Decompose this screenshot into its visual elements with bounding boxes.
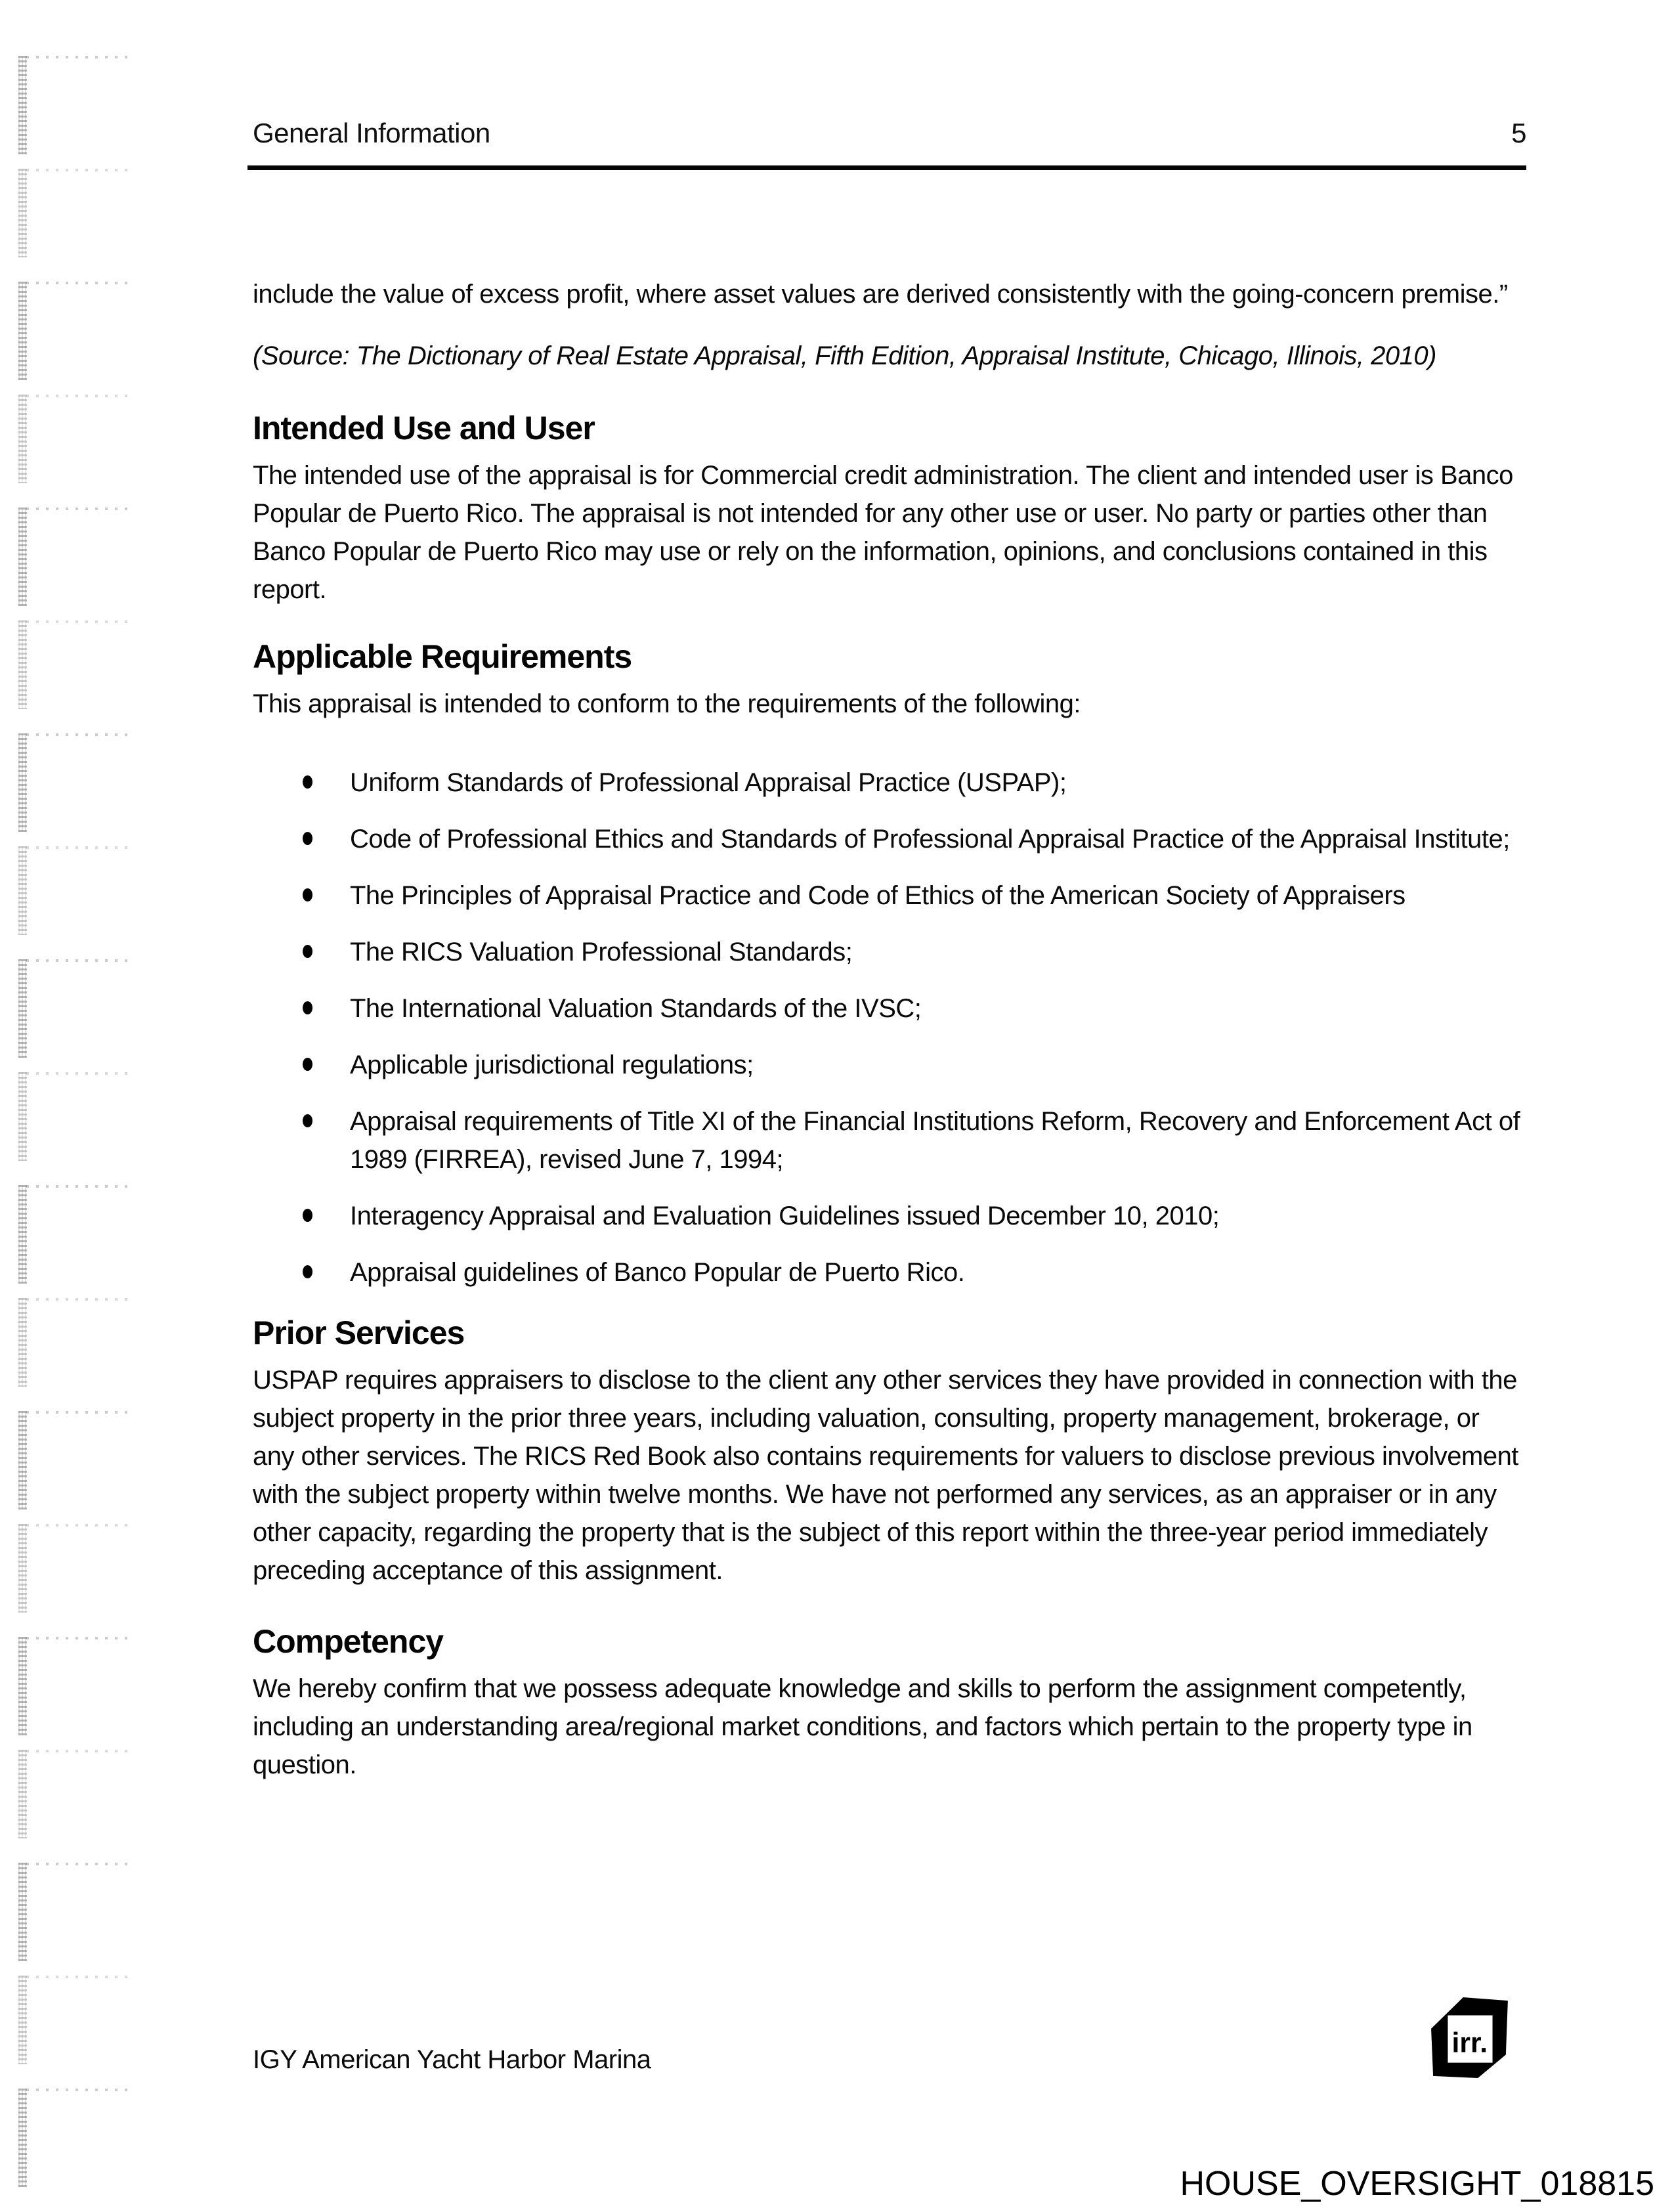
binding-mark xyxy=(18,169,27,257)
binding-mark xyxy=(18,56,27,154)
binding-mark xyxy=(18,620,27,709)
binding-mark xyxy=(18,1863,27,1961)
bullet-item: The RICS Valuation Professional Standards; xyxy=(253,933,1526,971)
page-content xyxy=(253,117,1526,1784)
requirements-list xyxy=(253,764,1526,1291)
bullet-item: The Principles of Appraisal Practice and Code of Ethics of the American Society of Appraisers xyxy=(253,877,1526,915)
binding-mark xyxy=(18,282,27,380)
binding-mark xyxy=(18,846,27,935)
binding-mark xyxy=(18,1524,27,1613)
section-heading-competency: Competency xyxy=(253,1623,444,1660)
source-citation: (Source: The Dictionary of Real Estate Appraisal, Fifth Edition, Appraisal Institute, Chicago, Illinois, 2010) xyxy=(253,341,1436,370)
competency-paragraph: We hereby confirm that we possess adequate knowledge and skills to perform the assignment competently, including an understanding area/regional market conditions, and factors which pertain to the property type in question. xyxy=(253,1674,1472,1779)
bullet-item: Appraisal requirements of Title XI of the Financial Institutions Reform, Recovery and Enforcement Act of 1989 (FIRREA), revised June 7, 1994; xyxy=(253,1102,1526,1179)
binding-mark xyxy=(18,2089,27,2187)
binding-mark xyxy=(18,733,27,832)
binding-mark xyxy=(18,1072,27,1161)
binding-mark xyxy=(18,1185,27,1284)
irr-logo-text: irr. xyxy=(1451,2027,1488,2059)
binding-marks-column xyxy=(18,0,156,2212)
bullet-item: Code of Professional Ethics and Standards of Professional Appraisal Practice of the Appraisal Institute; xyxy=(253,820,1526,858)
irr-cube-icon xyxy=(1431,1996,1510,2079)
header-rule xyxy=(247,165,1526,170)
section-heading-intended-use: Intended Use and User xyxy=(253,410,595,446)
binding-mark xyxy=(18,1637,27,1735)
page-header-title: General Information xyxy=(253,118,490,148)
page-header xyxy=(253,117,1526,150)
prior-services-paragraph: USPAP requires appraisers to disclose to the client any other services they have provided in connection with the subject property in the prior three years, including valuation, consulting, property management, brokerage, or any other services. The RICS Red Book also contains requirements for valuers to disclose previous involvement with the subject property within twelve months. We have not performed any services, as an appraiser or in any other capacity, regarding the property that is the subject of this report within the three-year period immediately preceding acceptance of this assignment. xyxy=(253,1366,1518,1585)
irr-logo xyxy=(1431,1996,1510,2079)
binding-mark xyxy=(18,508,27,606)
bates-stamp: HOUSE_OVERSIGHT_018815 xyxy=(1180,2165,1654,2203)
intended-use-paragraph: The intended use of the appraisal is for Commercial credit administration. The client and intended user is Banco Popular de Puerto Rico. The appraisal is not intended for any other use or user. No party or parties other than Banco Popular de Puerto Rico may use or rely on the information, opinions, and conclusions contained in this report. xyxy=(253,461,1513,604)
bullet-item: The International Valuation Standards of the IVSC; xyxy=(253,989,1526,1028)
binding-mark xyxy=(18,959,27,1058)
bullet-item: Appraisal guidelines of Banco Popular de Puerto Rico. xyxy=(253,1253,1526,1291)
applicable-requirements-intro: This appraisal is intended to conform to the requirements of the following: xyxy=(253,689,1081,718)
binding-mark xyxy=(18,1298,27,1387)
binding-mark xyxy=(18,1750,27,1838)
page-number: 5 xyxy=(1511,118,1526,148)
section-heading-prior-services: Prior Services xyxy=(253,1314,465,1351)
binding-mark xyxy=(18,395,27,483)
section-heading-applicable-requirements: Applicable Requirements xyxy=(253,638,632,675)
lead-paragraph: include the value of excess profit, where asset values are derived consistently with the going-concern premise.” xyxy=(253,280,1508,309)
bullet-item: Uniform Standards of Professional Appraisal Practice (USPAP); xyxy=(253,764,1526,802)
binding-mark xyxy=(18,1976,27,2064)
bullet-item: Applicable jurisdictional regulations; xyxy=(253,1046,1526,1084)
footer-property-name: IGY American Yacht Harbor Marina xyxy=(253,2045,651,2074)
bullet-item: Interagency Appraisal and Evaluation Guidelines issued December 10, 2010; xyxy=(253,1197,1526,1235)
binding-mark xyxy=(18,1411,27,1509)
